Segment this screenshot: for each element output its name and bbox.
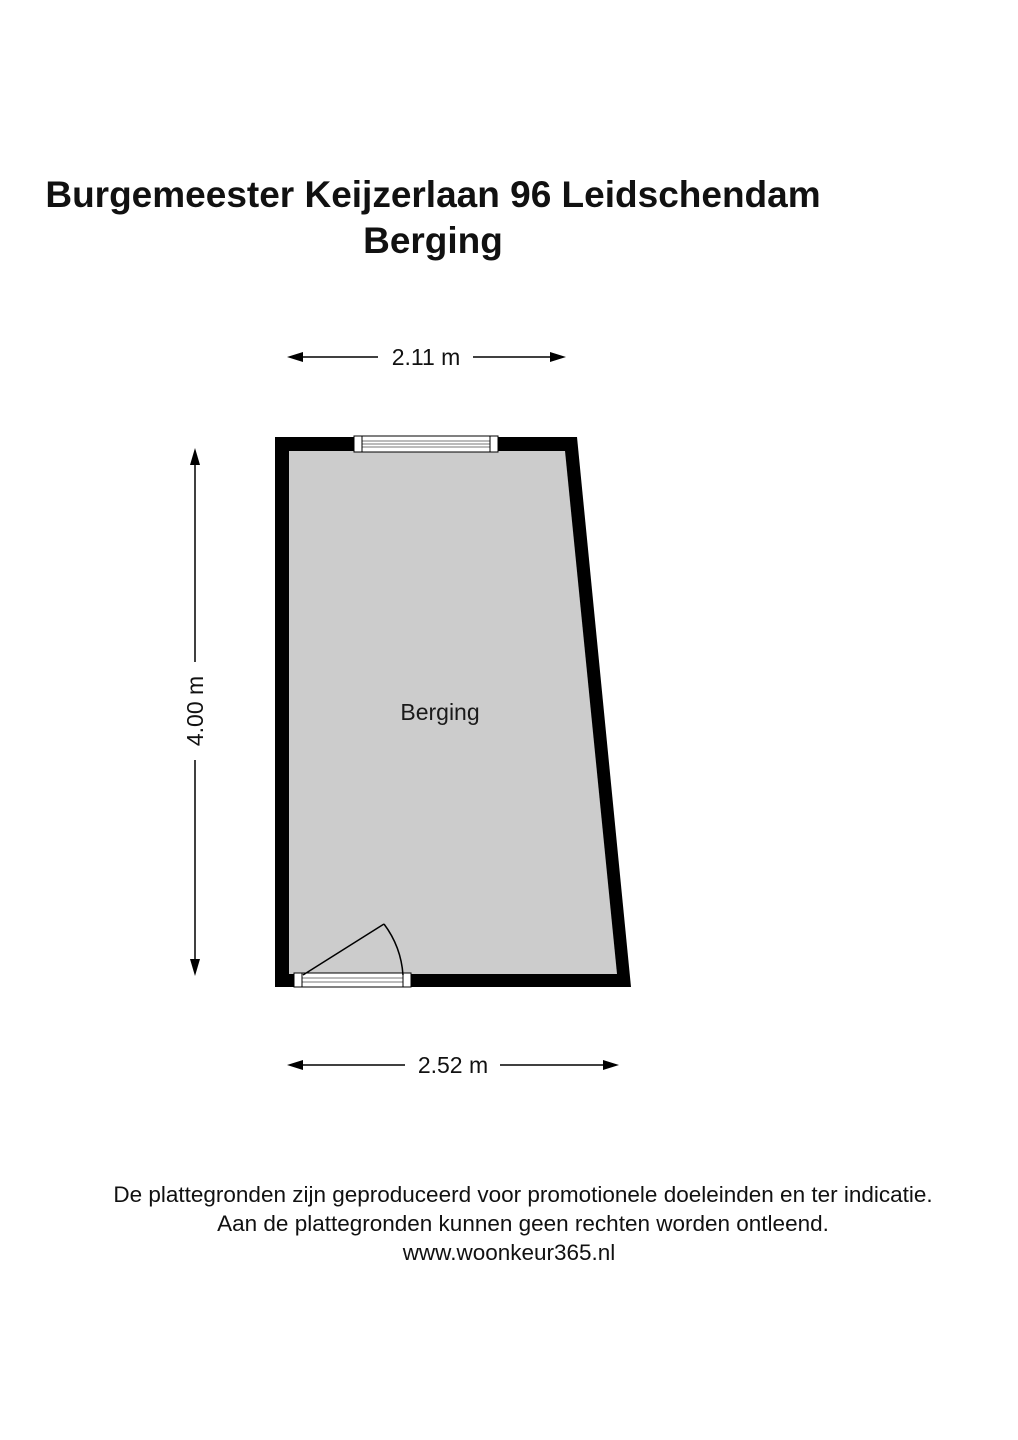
- dimension-top-width-label: 2.11 m: [391, 344, 461, 370]
- plan-address-title: Burgemeester Keijzerlaan 96 Leidschendam: [45, 174, 821, 215]
- room-label: Berging: [400, 699, 480, 725]
- dimension-bottom-width: [287, 1052, 619, 1078]
- dimension-top-width: [287, 344, 566, 370]
- plan-floor-title: Berging: [363, 220, 503, 261]
- disclaimer-line-1: De plattegronden zijn geproduceerd voor promotionele doeleinden en ter indicatie.: [113, 1182, 933, 1207]
- dimension-bottom-width-label: 2.52 m: [417, 1052, 489, 1078]
- dimension-height: [182, 448, 208, 976]
- disclaimer-line-2: Aan de plattegronden kunnen geen rechten worden ontleend.: [217, 1211, 829, 1236]
- website-link[interactable]: www.woonkeur365.nl: [402, 1240, 616, 1265]
- dimension-height-label: 4.00 m: [182, 675, 208, 747]
- window-top: [354, 436, 498, 452]
